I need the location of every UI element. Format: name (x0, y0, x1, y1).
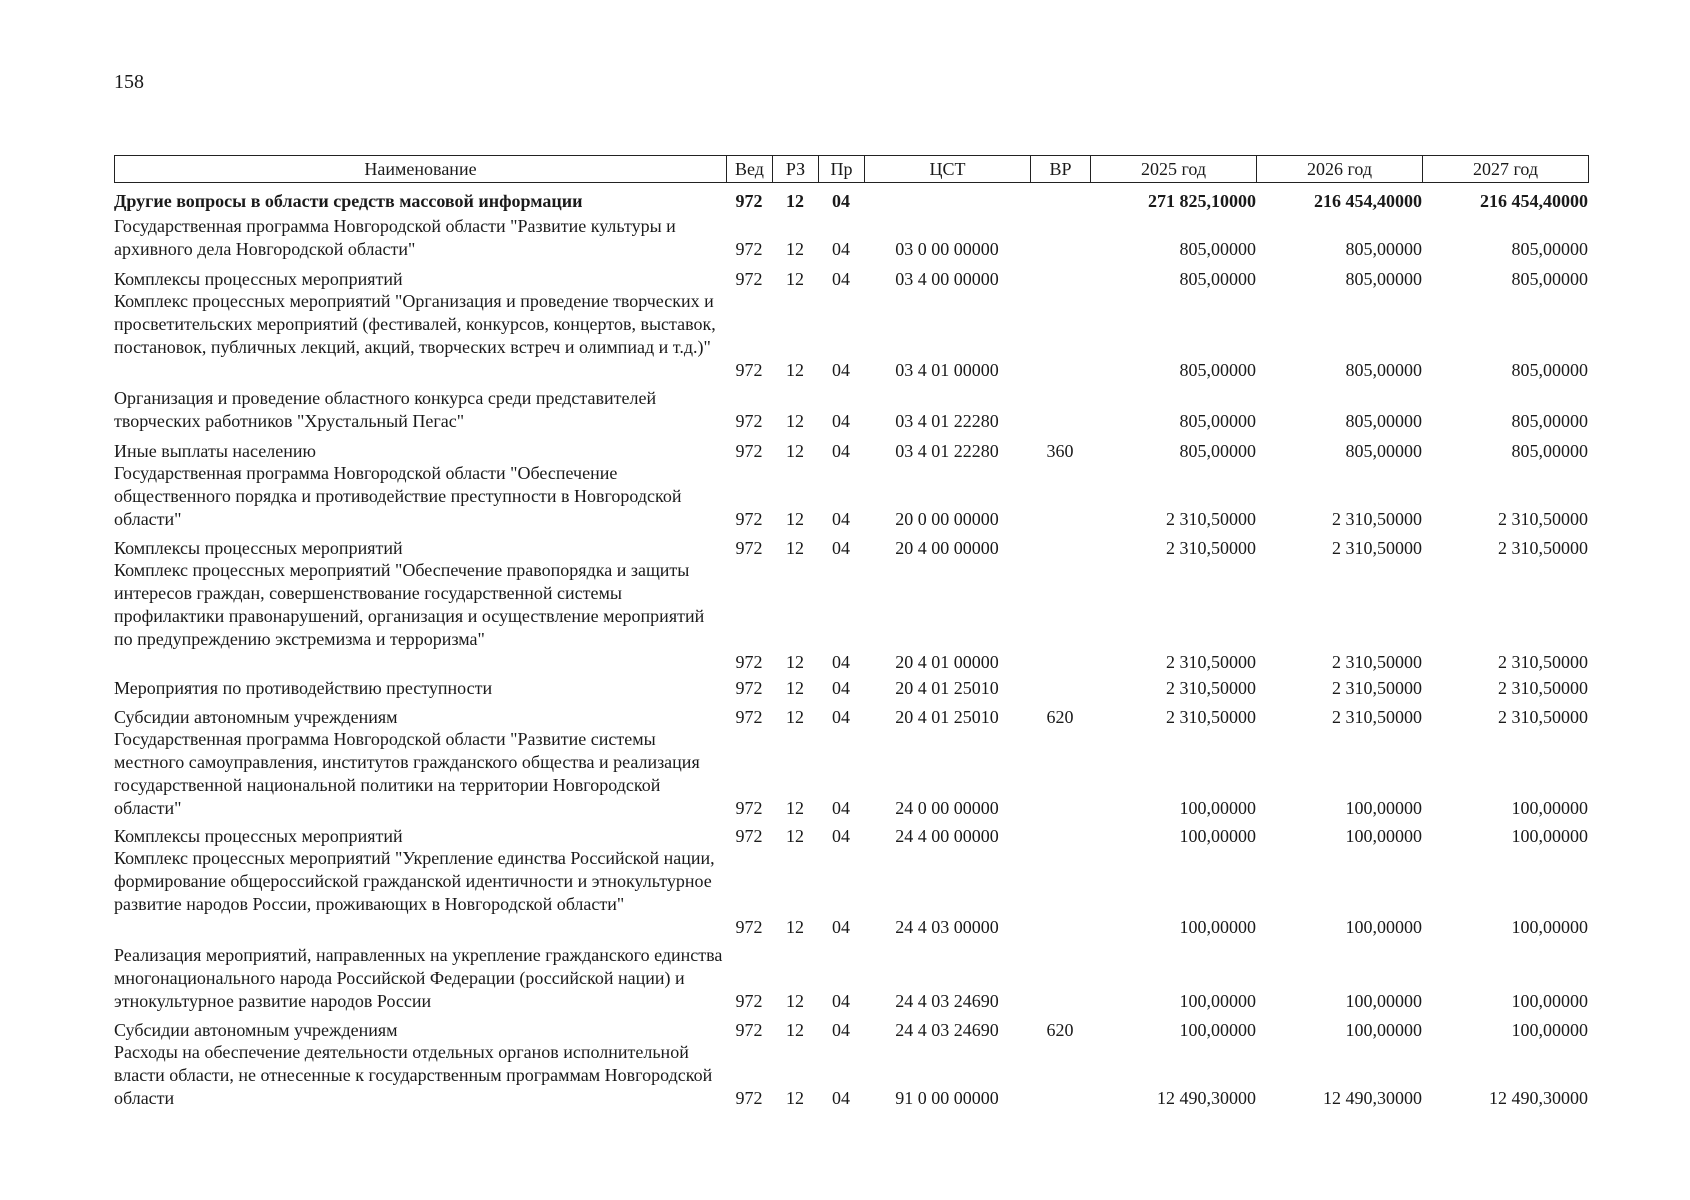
row-y2027: 100,00000 (1511, 991, 1588, 1011)
row-name: Субсидии автономным учреждениям (114, 1020, 398, 1040)
row-y2025: 12 490,30000 (1157, 1088, 1256, 1108)
row-cst: 20 4 00 00000 (895, 538, 999, 558)
row-pr: 04 (832, 538, 850, 558)
row-y2027: 805,00000 (1511, 441, 1588, 461)
row-y2027: 100,00000 (1511, 798, 1588, 818)
table-row (114, 537, 1588, 560)
row-cst: 03 4 01 00000 (895, 360, 999, 380)
header-ved: Вед (727, 156, 773, 183)
row-y2026: 100,00000 (1345, 826, 1422, 846)
row-ved: 972 (735, 360, 763, 380)
row-rz: 12 (786, 239, 804, 259)
table-row (114, 268, 1588, 291)
row-ved: 972 (735, 191, 763, 211)
page-number: 158 (114, 71, 144, 93)
row-rz: 12 (786, 991, 804, 1011)
row-ved: 972 (735, 991, 763, 1011)
row-name: Другие вопросы в области средств массовой информации (114, 191, 583, 211)
row-y2025: 2 310,50000 (1166, 652, 1256, 672)
row-name: Расходы на обеспечение деятельности отдельных органов исполнительной власти области, не отнесенные к государственным программам Новгородской области (114, 1042, 713, 1108)
row-y2026: 100,00000 (1345, 917, 1422, 937)
table-row (114, 677, 1588, 700)
header-pr: Пр (819, 156, 865, 183)
row-y2025: 100,00000 (1179, 1020, 1256, 1040)
row-cst: 03 4 01 22280 (895, 441, 999, 461)
row-ved: 972 (735, 678, 763, 698)
row-y2027: 12 490,30000 (1489, 1088, 1588, 1108)
table-row (114, 728, 1588, 820)
row-name: Комплекс процессных мероприятий "Организация и проведение творческих и просветительских мероприятий (фестивалей, конкурсов, концертов, выставок, постановок, публичных лекций, акций, творческих встреч и олимпиад и т.д.)" (114, 291, 716, 357)
row-rz: 12 (786, 191, 804, 211)
row-y2025: 805,00000 (1179, 411, 1256, 431)
row-rz: 12 (786, 538, 804, 558)
row-y2026: 12 490,30000 (1323, 1088, 1422, 1108)
row-rz: 12 (786, 1088, 804, 1108)
table-row (114, 559, 1588, 674)
row-y2025: 805,00000 (1179, 269, 1256, 289)
header-cst: ЦСТ (865, 156, 1031, 183)
table-row (114, 706, 1588, 729)
table-row (114, 1019, 1588, 1042)
row-pr: 04 (832, 798, 850, 818)
table-row (114, 290, 1588, 382)
table-row (114, 387, 1588, 433)
row-y2027: 100,00000 (1511, 917, 1588, 937)
row-rz: 12 (786, 1020, 804, 1040)
row-ved: 972 (735, 411, 763, 431)
row-y2027: 100,00000 (1511, 1020, 1588, 1040)
row-pr: 04 (832, 411, 850, 431)
table-row (114, 190, 1588, 213)
row-pr: 04 (832, 652, 850, 672)
row-ved: 972 (735, 798, 763, 818)
row-ved: 972 (735, 1088, 763, 1108)
row-ved: 972 (735, 239, 763, 259)
row-y2025: 2 310,50000 (1166, 538, 1256, 558)
row-y2025: 271 825,10000 (1148, 191, 1256, 211)
row-pr: 04 (832, 360, 850, 380)
row-pr: 04 (832, 707, 850, 727)
table-row (114, 825, 1588, 848)
row-pr: 04 (832, 441, 850, 461)
row-pr: 04 (832, 239, 850, 259)
row-cst: 24 4 03 00000 (895, 917, 999, 937)
table-row (114, 1041, 1588, 1110)
row-rz: 12 (786, 509, 804, 529)
row-pr: 04 (832, 991, 850, 1011)
row-cst: 03 4 01 22280 (895, 411, 999, 431)
header-2025: 2025 год (1091, 156, 1257, 183)
row-y2026: 805,00000 (1345, 441, 1422, 461)
header-2027: 2027 год (1423, 156, 1589, 183)
row-y2026: 100,00000 (1345, 991, 1422, 1011)
row-y2027: 805,00000 (1511, 411, 1588, 431)
table-row (114, 215, 1588, 261)
row-pr: 04 (832, 269, 850, 289)
row-ved: 972 (735, 538, 763, 558)
row-pr: 04 (832, 191, 850, 211)
row-y2027: 2 310,50000 (1498, 707, 1588, 727)
row-pr: 04 (832, 917, 850, 937)
row-cst: 03 4 00 00000 (895, 269, 999, 289)
row-rz: 12 (786, 269, 804, 289)
row-ved: 972 (735, 652, 763, 672)
row-rz: 12 (786, 411, 804, 431)
row-vr: 620 (1046, 1020, 1074, 1040)
row-y2026: 216 454,40000 (1314, 191, 1422, 211)
row-ved: 972 (735, 441, 763, 461)
row-y2025: 805,00000 (1179, 441, 1256, 461)
row-ved: 972 (735, 917, 763, 937)
row-name: Комплексы процессных мероприятий (114, 538, 403, 558)
row-cst: 91 0 00 00000 (895, 1088, 999, 1108)
row-ved: 972 (735, 269, 763, 289)
row-y2027: 2 310,50000 (1498, 509, 1588, 529)
row-pr: 04 (832, 826, 850, 846)
row-y2027: 805,00000 (1511, 360, 1588, 380)
row-name: Комплекс процессных мероприятий "Укрепление единства Российской нации, формирование общероссийской гражданской идентичности и этнокультурное развитие народов России, проживающих в Новгородской области" (114, 848, 715, 914)
row-y2026: 805,00000 (1345, 360, 1422, 380)
row-y2025: 100,00000 (1179, 826, 1256, 846)
row-name: Организация и проведение областного конкурса среди представителей творческих работников "Хрустальный Пегас" (114, 388, 657, 431)
row-name: Иные выплаты населению (114, 441, 316, 461)
row-y2027: 2 310,50000 (1498, 652, 1588, 672)
header-name: Наименование (115, 156, 727, 183)
row-y2026: 2 310,50000 (1332, 678, 1422, 698)
row-cst: 24 0 00 00000 (895, 798, 999, 818)
row-rz: 12 (786, 707, 804, 727)
row-cst: 24 4 03 24690 (895, 1020, 999, 1040)
row-y2026: 805,00000 (1345, 239, 1422, 259)
row-ved: 972 (735, 509, 763, 529)
row-y2026: 2 310,50000 (1332, 707, 1422, 727)
row-cst: 24 4 03 24690 (895, 991, 999, 1011)
row-pr: 04 (832, 678, 850, 698)
row-y2027: 2 310,50000 (1498, 538, 1588, 558)
row-rz: 12 (786, 917, 804, 937)
row-y2025: 100,00000 (1179, 917, 1256, 937)
row-y2026: 100,00000 (1345, 798, 1422, 818)
row-name: Государственная программа Новгородской области "Обеспечение общественного порядка и противодействие преступности в Новгородской области" (114, 463, 682, 529)
row-y2025: 2 310,50000 (1166, 707, 1256, 727)
row-name: Государственная программа Новгородской области "Развитие культуры и архивного дела Новгородской области" (114, 216, 676, 259)
row-cst: 24 4 00 00000 (895, 826, 999, 846)
row-name: Государственная программа Новгородской области "Развитие системы местного самоуправления, институтов гражданского общества и реализация государственной национальной политики на территории Новгородской области" (114, 729, 700, 818)
row-cst: 20 4 01 25010 (895, 678, 999, 698)
row-y2025: 805,00000 (1179, 239, 1256, 259)
row-cst: 03 0 00 00000 (895, 239, 999, 259)
row-y2026: 2 310,50000 (1332, 509, 1422, 529)
row-y2027: 805,00000 (1511, 269, 1588, 289)
row-rz: 12 (786, 441, 804, 461)
row-name: Мероприятия по противодействию преступности (114, 678, 493, 698)
row-pr: 04 (832, 509, 850, 529)
header-rz: РЗ (773, 156, 819, 183)
row-y2025: 100,00000 (1179, 991, 1256, 1011)
row-rz: 12 (786, 678, 804, 698)
row-name: Комплексы процессных мероприятий (114, 269, 403, 289)
header-vr: ВР (1031, 156, 1091, 183)
row-cst: 20 0 00 00000 (895, 509, 999, 529)
row-pr: 04 (832, 1020, 850, 1040)
table-header (114, 155, 1589, 183)
row-name: Реализация мероприятий, направленных на укрепление гражданского единства многонационального народа Российской Федерации (российской нации) и этнокультурное развитие народов России (114, 945, 723, 1011)
row-y2026: 100,00000 (1345, 1020, 1422, 1040)
row-y2026: 805,00000 (1345, 269, 1422, 289)
header-2026: 2026 год (1257, 156, 1423, 183)
row-y2025: 805,00000 (1179, 360, 1256, 380)
row-pr: 04 (832, 1088, 850, 1108)
table-row (114, 847, 1588, 939)
row-y2025: 100,00000 (1179, 798, 1256, 818)
row-rz: 12 (786, 826, 804, 846)
table-row (114, 944, 1588, 1013)
row-y2027: 216 454,40000 (1480, 191, 1588, 211)
row-rz: 12 (786, 798, 804, 818)
row-rz: 12 (786, 360, 804, 380)
table-row (114, 440, 1588, 463)
row-y2027: 805,00000 (1511, 239, 1588, 259)
row-y2026: 2 310,50000 (1332, 538, 1422, 558)
row-y2026: 805,00000 (1345, 411, 1422, 431)
row-cst: 20 4 01 25010 (895, 707, 999, 727)
row-y2027: 100,00000 (1511, 826, 1588, 846)
row-y2026: 2 310,50000 (1332, 652, 1422, 672)
row-name: Комплексы процессных мероприятий (114, 826, 403, 846)
row-y2027: 2 310,50000 (1498, 678, 1588, 698)
row-vr: 620 (1046, 707, 1074, 727)
row-y2025: 2 310,50000 (1166, 678, 1256, 698)
row-ved: 972 (735, 1020, 763, 1040)
row-vr: 360 (1046, 441, 1074, 461)
table-row (114, 462, 1588, 531)
row-ved: 972 (735, 826, 763, 846)
row-rz: 12 (786, 652, 804, 672)
row-name: Комплекс процессных мероприятий "Обеспечение правопорядка и защиты интересов граждан, совершенствование государственной системы профилактики правонарушений, организация и осуществление мероприятий по предупреждению экстремизма и терроризма" (114, 560, 705, 649)
row-name: Субсидии автономным учреждениям (114, 707, 398, 727)
row-ved: 972 (735, 707, 763, 727)
row-cst: 20 4 01 00000 (895, 652, 999, 672)
row-y2025: 2 310,50000 (1166, 509, 1256, 529)
